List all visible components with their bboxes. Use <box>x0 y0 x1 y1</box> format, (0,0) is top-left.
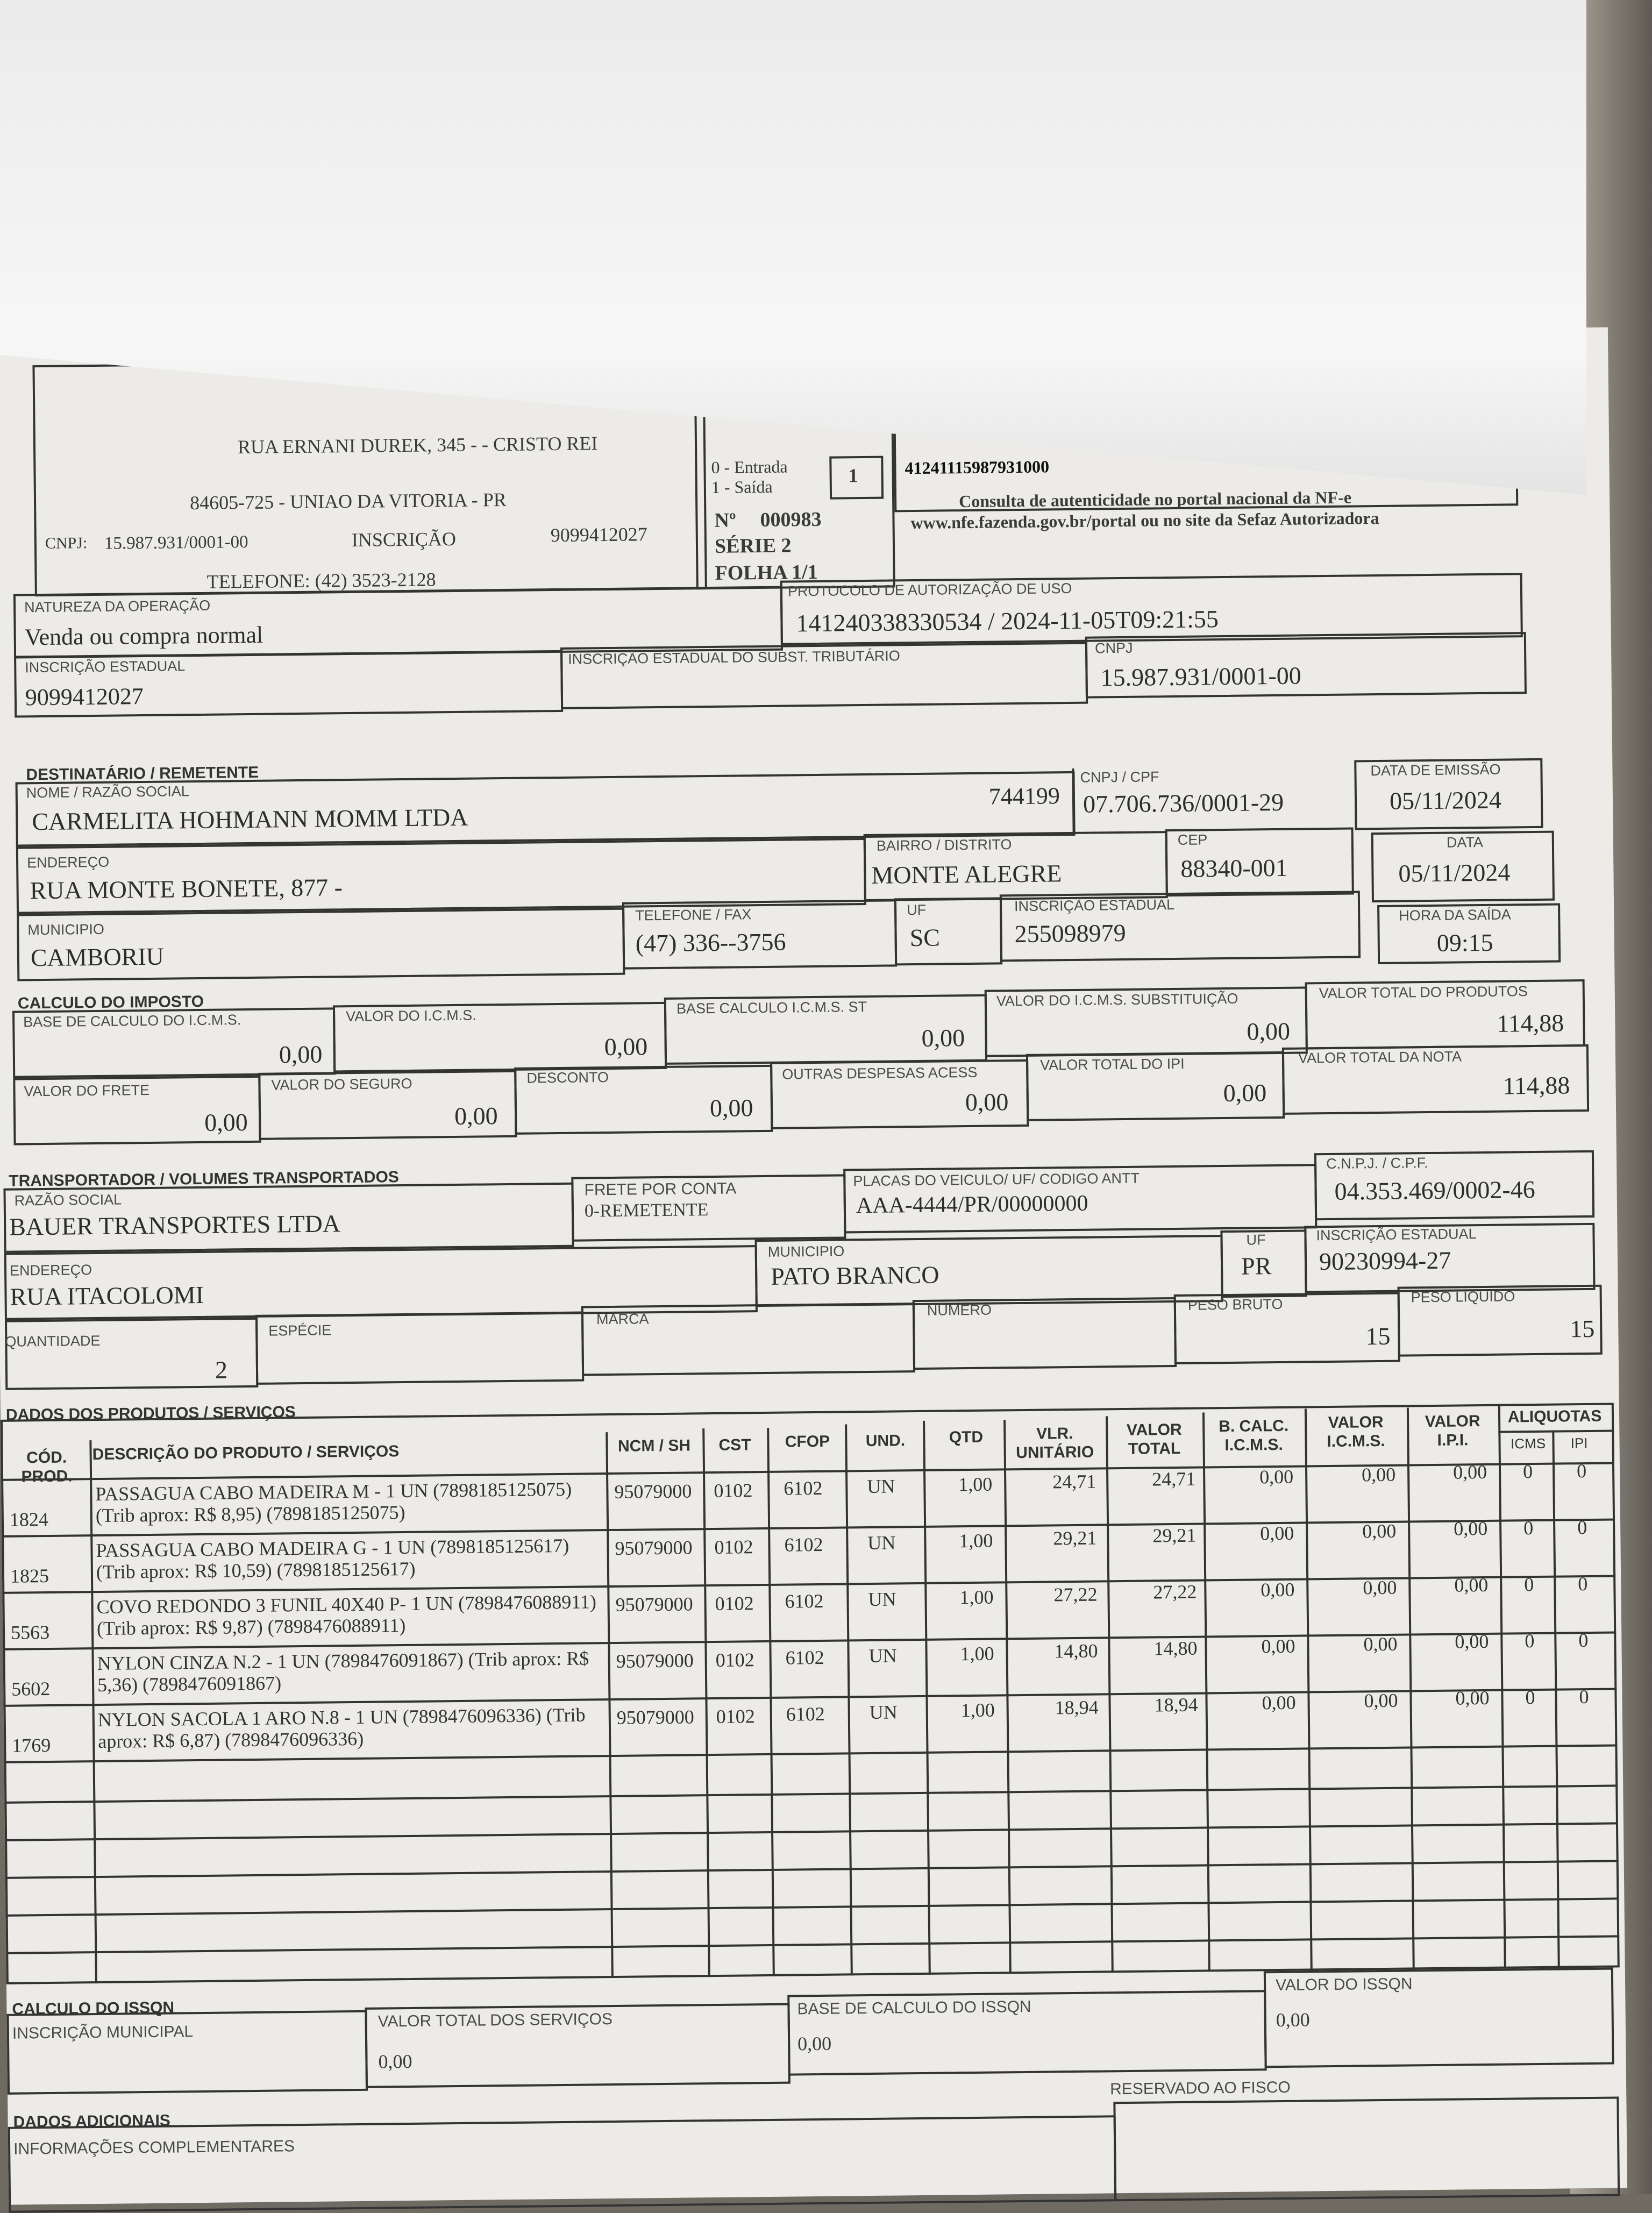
transp-placa: AAA-4444/PR/00000000 <box>856 1191 1088 1219</box>
danfe-serie: SÉRIE 2 <box>714 534 792 558</box>
transp-frete: 0-REMETENTE <box>584 1200 709 1221</box>
imp-total-nota: 114,88 <box>1503 1071 1570 1100</box>
imp-desconto-label: DESCONTO <box>526 1069 609 1086</box>
adicionais-box <box>8 2115 1117 2213</box>
col-header-descricao: DESCRIÇÃO DO PRODUTO / SERVIÇOS <box>92 1442 400 1464</box>
transp-uf-label: UF <box>1246 1232 1266 1248</box>
imp-total-nota-label: VALOR TOTAL DA NOTA <box>1298 1048 1462 1066</box>
operacao-cnpj-label: CNPJ <box>1094 639 1133 657</box>
row-vlr-unit: 14,80 <box>1054 1640 1098 1662</box>
transp-municipio: PATO BRANCO <box>770 1261 939 1290</box>
emitente-inscricao: 9099412027 <box>550 523 647 546</box>
row-cst: 0102 <box>714 1536 753 1559</box>
row-vlr-unit: 27,22 <box>1053 1583 1098 1606</box>
imp-frete: 0,00 <box>204 1108 248 1136</box>
imp-base-st: 0,00 <box>921 1024 965 1052</box>
row-aliq-ipi: 0 <box>1577 1517 1587 1539</box>
imp-desconto: 0,00 <box>709 1094 753 1122</box>
transportador-section-title: TRANSPORTADOR / VOLUMES TRANSPORTADOS <box>9 1168 400 1190</box>
danfe-numero: 000983 <box>760 508 822 532</box>
row-und: UN <box>867 1532 896 1554</box>
reservado-fisco-label: RESERVADO AO FISCO <box>1109 2078 1291 2098</box>
dest-data-saida: 05/11/2024 <box>1398 858 1511 887</box>
row-descricao: NYLON SACOLA 1 ARO N.8 - 1 UN (7898476096336) (Trib aprox: R$ 6,87) (7898476096336) <box>97 1704 586 1753</box>
col-header-vlr-unit: VLR. UNITÁRIO <box>1016 1425 1094 1462</box>
transp-numero-label: NÚMERO <box>927 1301 992 1319</box>
consulta-line-1: Consulta de autenticidade no portal nacional da NF-e <box>958 487 1352 511</box>
adicionais-section-title: DADOS ADICIONAIS <box>13 2111 171 2131</box>
col-header-cfop: CFOP <box>785 1432 830 1451</box>
emitente-cep-city: 84605-725 - UNIAO DA VITORIA - PR <box>189 488 507 514</box>
imp-frete-label: VALOR DO FRETE <box>24 1081 150 1100</box>
col-header-aliquotas: ALIQUOTAS <box>1507 1407 1602 1426</box>
row-cst: 0102 <box>714 1479 753 1502</box>
row-und: UN <box>868 1645 897 1667</box>
emitente-inscricao-label: INSCRIÇÃO <box>351 528 457 551</box>
transp-peso-bruto: 15 <box>1365 1322 1391 1350</box>
imp-base-icms-label: BASE DE CALCULO DO I.C.M.S. <box>23 1012 241 1030</box>
issqn-base: 0,00 <box>797 2032 832 2055</box>
transp-razao: BAUER TRANSPORTES LTDA <box>9 1209 341 1241</box>
row-valor-total: 14,80 <box>1153 1637 1198 1660</box>
issqn-base-label: BASE DE CALCULO DO ISSQN <box>797 1997 1031 2018</box>
row-bcalc: 0,00 <box>1261 1578 1295 1601</box>
transp-uf: PR <box>1241 1252 1272 1280</box>
ie-value: 9099412027 <box>25 683 144 711</box>
row-cst: 0102 <box>715 1592 754 1614</box>
transp-endereco-label: ENDEREÇO <box>9 1262 92 1279</box>
row-vipi: 0,00 <box>1452 1461 1487 1483</box>
issqn-total: 0,00 <box>378 2050 412 2073</box>
row-valor-total: 18,94 <box>1154 1693 1198 1716</box>
dest-telefone: (47) 336--3756 <box>635 928 786 957</box>
ie-st-label: INSCRIÇÃO ESTADUAL DO SUBST. TRIBUTÁRIO <box>568 647 900 667</box>
danfe-entrada: 0 - Entrada <box>711 457 788 477</box>
row-bcalc: 0,00 <box>1259 1465 1294 1488</box>
dest-cnpj: 07.706.736/0001-29 <box>1083 788 1284 818</box>
danfe-document <box>0 327 1627 2204</box>
row-cfop: 6102 <box>784 1533 823 1556</box>
transp-municipio-label: MUNICIPIO <box>767 1243 845 1260</box>
row-valor-total: 27,22 <box>1153 1581 1197 1603</box>
col-header-cod: CÓD. PROD. <box>21 1448 73 1485</box>
transp-razao-label: RAZÃO SOCIAL <box>14 1191 122 1209</box>
row-bcalc: 0,00 <box>1262 1691 1296 1714</box>
dest-endereco: RUA MONTE BONETE, 877 - <box>30 873 343 905</box>
transp-ie-label: INSCRIÇÃO ESTADUAL <box>1316 1226 1477 1244</box>
row-cod: 1824 <box>9 1508 49 1531</box>
imp-base-icms: 0,00 <box>279 1040 323 1069</box>
row-cfop: 6102 <box>785 1590 824 1612</box>
row-qtd: 1,00 <box>958 1473 993 1496</box>
row-qtd: 1,00 <box>960 1642 994 1665</box>
imp-valor-st-label: VALOR DO I.C.M.S. SUBSTITUIÇÃO <box>996 990 1238 1009</box>
row-vipi: 0,00 <box>1454 1517 1488 1540</box>
row-ncm: 95079000 <box>616 1649 694 1672</box>
transp-endereco: RUA ITACOLOMI <box>10 1280 204 1311</box>
danfe-saida: 1 - Saída <box>711 476 773 497</box>
row-cfop: 6102 <box>785 1646 824 1669</box>
dest-cep: 88340-001 <box>1180 853 1288 883</box>
row-ncm: 95079000 <box>614 1480 692 1503</box>
col-header-valor-total: VALOR TOTAL <box>1126 1420 1182 1458</box>
imp-valor-icms-label: VALOR DO I.C.M.S. <box>345 1007 476 1025</box>
transp-frete-label: FRETE POR CONTA <box>584 1179 737 1199</box>
row-und: UN <box>869 1701 898 1723</box>
row-ncm: 95079000 <box>615 1593 693 1616</box>
dest-bairro: MONTE ALEGRE <box>871 859 1062 889</box>
row-aliq-ipi: 0 <box>1578 1573 1588 1595</box>
emitente-cnpj-label: CNPJ: <box>45 534 88 552</box>
col-header-qtd: QTD <box>949 1428 984 1447</box>
fisco-box <box>1113 2096 1620 2201</box>
dest-data-emissao: 05/11/2024 <box>1389 786 1502 815</box>
issqn-total-label: VALOR TOTAL DOS SERVIÇOS <box>378 2010 613 2031</box>
transp-peso-liquido: 15 <box>1570 1314 1595 1343</box>
transp-peso-bruto-label: PESO BRUTO <box>1187 1296 1283 1313</box>
dest-municipio: CAMBORIU <box>30 942 165 972</box>
imp-valor-icms: 0,00 <box>604 1033 648 1061</box>
row-valor-total: 29,21 <box>1152 1524 1197 1547</box>
row-qtd: 1,00 <box>959 1586 994 1609</box>
dest-ie: 255098979 <box>1014 919 1126 948</box>
col-header-bcalc: B. CALC. I.C.M.S. <box>1219 1417 1289 1454</box>
transp-marca-label: MARCA <box>596 1311 649 1328</box>
row-qtd: 1,00 <box>959 1529 993 1552</box>
imp-base-st-label: BASE CALCULO I.C.M.S. ST <box>676 998 867 1017</box>
row-aliq-ipi: 0 <box>1579 1685 1589 1708</box>
row-valor-total: 24,71 <box>1152 1468 1196 1490</box>
danfe-numero-label: Nº <box>714 509 736 532</box>
imp-ipi-label: VALOR TOTAL DO IPI <box>1039 1055 1185 1073</box>
natureza-value: Venda ou compra normal <box>24 621 264 651</box>
issqn-section-title: CALCULO DO ISSQN <box>12 1998 175 2018</box>
row-vicms: 0,00 <box>1364 1689 1398 1712</box>
col-header-cst: CST <box>718 1436 751 1454</box>
row-aliq-icms: 0 <box>1523 1517 1534 1539</box>
natureza-label: NATUREZA DA OPERAÇÃO <box>24 597 211 616</box>
row-cod: 1825 <box>10 1564 49 1587</box>
row-bcalc: 0,00 <box>1261 1635 1295 1657</box>
dest-bairro-label: BAIRRO / DISTRITO <box>876 836 1012 854</box>
destinatario-section-title: DESTINATÁRIO / REMETENTE <box>26 763 259 784</box>
dest-hora-label: HORA DA SAÍDA <box>1399 906 1511 924</box>
row-ncm: 95079000 <box>615 1536 693 1559</box>
transp-cnpj: 04.353.469/0002-46 <box>1334 1175 1535 1205</box>
imposto-section-title: CALCULO DO IMPOSTO <box>17 992 204 1013</box>
dest-nome-label: NOME / RAZÃO SOCIAL <box>26 783 189 801</box>
row-aliq-ipi: 0 <box>1576 1460 1587 1482</box>
dest-telefone-label: TELEFONE / FAX <box>635 906 752 924</box>
imp-ipi: 0,00 <box>1223 1079 1267 1107</box>
row-vicms: 0,00 <box>1362 1520 1397 1542</box>
col-header-vipi: VALOR I.P.I. <box>1425 1412 1480 1449</box>
row-cfop: 6102 <box>786 1703 825 1725</box>
issqn-insc-label: INSCRIÇÃO MUNICIPAL <box>12 2023 194 2043</box>
row-descricao: NYLON CINZA N.2 - 1 UN (7898476091867) (Trib aprox: R$ 5,36) (7898476091867) <box>97 1647 589 1696</box>
danfe-folha: FOLHA 1/1 <box>715 560 818 585</box>
emitente-telefone: TELEFONE: (42) 3523-2128 <box>206 568 436 593</box>
col-header-aliq-ipi: IPI <box>1570 1434 1588 1451</box>
row-cod: 5563 <box>10 1621 50 1643</box>
transp-placa-label: PLACAS DO VEICULO/ UF/ CODIGO ANTT <box>853 1170 1140 1190</box>
row-vlr-unit: 29,21 <box>1053 1527 1097 1549</box>
row-und: UN <box>867 1475 895 1498</box>
transp-peso-liquido-label: PESO LIQUIDO <box>1411 1288 1515 1306</box>
row-cod: 5602 <box>11 1677 51 1700</box>
row-descricao: PASSAGUA CABO MADEIRA M - 1 UN (7898185125075) (Trib aprox: R$ 8,95) (7898185125075) <box>95 1478 572 1527</box>
col-header-vicms: VALOR I.C.M.S. <box>1327 1413 1385 1450</box>
col-header-ncm: NCM / SH <box>617 1436 691 1455</box>
consulta-line-2: www.nfe.fazenda.gov.br/portal ou no site da Sefaz Autorizadora <box>910 508 1379 533</box>
row-vicms: 0,00 <box>1363 1576 1397 1599</box>
dest-hora: 09:15 <box>1436 928 1493 957</box>
col-header-und: UND. <box>865 1432 906 1450</box>
imp-valor-st: 0,00 <box>1247 1017 1291 1045</box>
imp-outras-label: OUTRAS DESPESAS ACESS <box>782 1064 978 1083</box>
row-vipi: 0,00 <box>1455 1687 1490 1709</box>
row-aliq-icms: 0 <box>1522 1461 1533 1483</box>
row-aliq-icms: 0 <box>1525 1630 1535 1652</box>
chave-acesso-partial: 41241115987931000 <box>905 457 1050 478</box>
dest-data-emissao-label: DATA DE EMISSÃO <box>1370 761 1501 779</box>
dest-uf: SC <box>909 923 941 952</box>
row-cfop: 6102 <box>784 1477 823 1499</box>
dest-uf-label: UF <box>906 901 927 919</box>
dest-cnpj-label: CNPJ / CPF <box>1080 768 1159 786</box>
dest-ie-label: INSCRIÇÃO ESTADUAL <box>1014 896 1175 915</box>
row-vicms: 0,00 <box>1361 1463 1396 1486</box>
row-cst: 0102 <box>716 1705 756 1727</box>
row-vicms: 0,00 <box>1363 1633 1398 1655</box>
issqn-valor: 0,00 <box>1276 2009 1310 2031</box>
row-aliq-icms: 0 <box>1524 1574 1534 1596</box>
row-vlr-unit: 24,71 <box>1052 1470 1096 1493</box>
row-descricao: COVO REDONDO 3 FUNIL 40X40 P- 1 UN (7898476088911) (Trib aprox: R$ 9,87) (7898476088911) <box>96 1591 597 1640</box>
emitente-cnpj: 15.987.931/0001-00 <box>104 532 248 553</box>
informacoes-complementares-label: INFORMAÇÕES COMPLEMENTARES <box>13 2137 295 2158</box>
row-qtd: 1,00 <box>960 1699 995 1721</box>
row-descricao: PASSAGUA CABO MADEIRA G - 1 UN (7898185125617) (Trib aprox: R$ 10,59) (7898185125617) <box>96 1534 569 1583</box>
operacao-cnpj-value: 15.987.931/0001-00 <box>1100 661 1301 692</box>
ie-label: INSCRIÇÃO ESTADUAL <box>25 658 186 676</box>
row-bcalc: 0,00 <box>1260 1522 1294 1545</box>
dest-municipio-label: MUNICIPIO <box>27 921 105 938</box>
row-cst: 0102 <box>715 1649 754 1671</box>
col-header-aliq-icms: ICMS <box>1510 1435 1546 1452</box>
transp-cnpj-label: C.N.P.J. / C.P.F. <box>1326 1155 1428 1172</box>
transp-quantidade-label: QUANTIDADE <box>5 1332 101 1350</box>
imp-outras: 0,00 <box>965 1088 1009 1116</box>
transp-especie-label: ESPÉCIE <box>268 1322 332 1339</box>
dest-data-label: DATA <box>1446 834 1484 851</box>
produtos-section-title: DADOS DOS PRODUTOS / SERVIÇOS <box>5 1403 296 1424</box>
imp-seguro: 0,00 <box>454 1102 498 1130</box>
protocolo-value: 141240338330534 / 2024-11-05T09:21:55 <box>796 605 1219 637</box>
issqn-valor-label: VALOR DO ISSQN <box>1275 1975 1413 1995</box>
imp-seguro-label: VALOR DO SEGURO <box>271 1075 412 1093</box>
danfe-tipo: 1 <box>848 465 858 487</box>
protocolo-label: PROTOCOLO DE AUTORIZAÇÃO DE USO <box>787 580 1072 600</box>
dest-endereco-label: ENDEREÇO <box>26 853 110 871</box>
dest-codigo: 744199 <box>988 782 1060 810</box>
row-cod: 1769 <box>12 1734 51 1756</box>
transp-ie: 90230994-27 <box>1319 1246 1451 1276</box>
imp-total-produtos: 114,88 <box>1497 1009 1564 1037</box>
transp-quantidade: 2 <box>215 1356 228 1384</box>
row-aliq-ipi: 0 <box>1578 1629 1589 1652</box>
emitente-address: RUA ERNANI DUREK, 345 - - CRISTO REI <box>237 432 598 458</box>
dest-cep-label: CEP <box>1177 831 1208 848</box>
row-vipi: 0,00 <box>1455 1630 1489 1653</box>
dest-nome: CARMELITA HOHMANN MOMM LTDA <box>32 803 468 836</box>
row-vipi: 0,00 <box>1454 1574 1489 1596</box>
row-vlr-unit: 18,94 <box>1055 1696 1099 1719</box>
imp-total-produtos-label: VALOR TOTAL DO PRODUTOS <box>1319 983 1528 1002</box>
row-ncm: 95079000 <box>616 1706 695 1728</box>
row-und: UN <box>868 1588 896 1611</box>
row-aliq-icms: 0 <box>1525 1687 1535 1709</box>
